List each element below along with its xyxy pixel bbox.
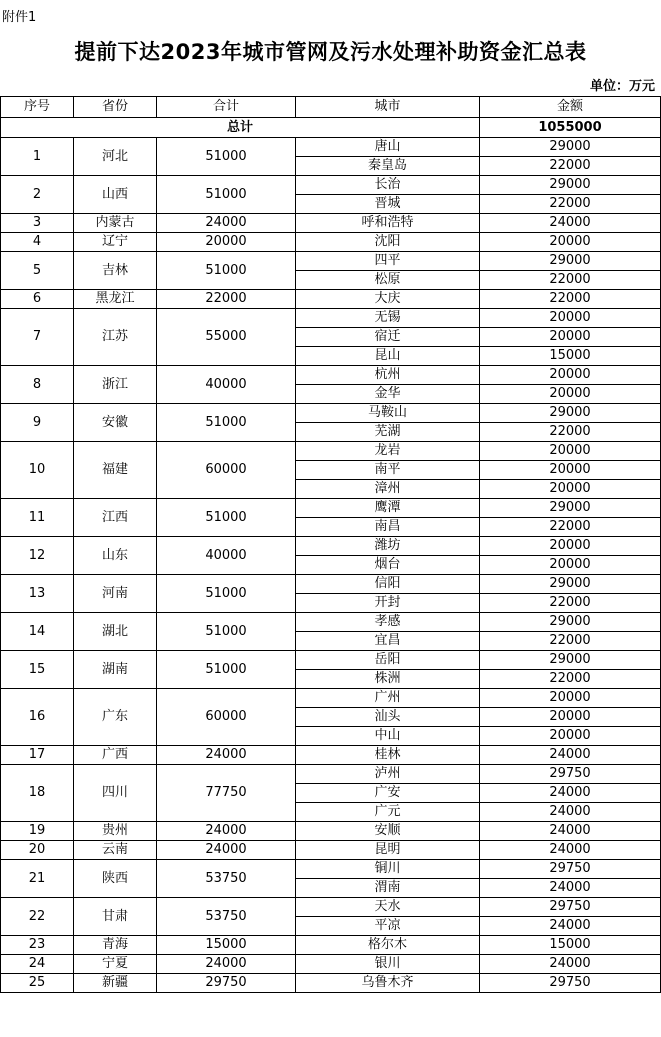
row-number: 11 xyxy=(1,499,74,537)
city-name: 无锡 xyxy=(296,309,480,328)
province-subtotal: 15000 xyxy=(157,936,296,955)
province-name: 陕西 xyxy=(74,860,157,898)
province-name: 湖北 xyxy=(74,613,157,651)
row-number: 18 xyxy=(1,765,74,822)
city-name: 广安 xyxy=(296,784,480,803)
province-name: 黑龙江 xyxy=(74,290,157,309)
city-amount: 29750 xyxy=(480,974,661,993)
province-subtotal: 29750 xyxy=(157,974,296,993)
province-name: 贵州 xyxy=(74,822,157,841)
province-subtotal: 51000 xyxy=(157,575,296,613)
row-number: 12 xyxy=(1,537,74,575)
province-name: 山东 xyxy=(74,537,157,575)
province-name: 河北 xyxy=(74,138,157,176)
city-name: 南平 xyxy=(296,461,480,480)
city-amount: 24000 xyxy=(480,822,661,841)
city-amount: 29000 xyxy=(480,252,661,271)
row-number: 13 xyxy=(1,575,74,613)
table-row xyxy=(1,214,661,233)
province-name: 浙江 xyxy=(74,366,157,404)
province-subtotal: 51000 xyxy=(157,138,296,176)
city-name: 株洲 xyxy=(296,670,480,689)
province-name: 安徽 xyxy=(74,404,157,442)
table-row xyxy=(1,442,661,461)
row-number: 22 xyxy=(1,898,74,936)
city-name: 格尔木 xyxy=(296,936,480,955)
table-row xyxy=(1,936,661,955)
city-amount: 22000 xyxy=(480,594,661,613)
city-amount: 20000 xyxy=(480,708,661,727)
table-row xyxy=(1,974,661,993)
table-row xyxy=(1,841,661,860)
row-number: 6 xyxy=(1,290,74,309)
table-row xyxy=(1,613,661,632)
unit-label: 单位：万元 xyxy=(589,79,655,94)
header-province: 省份 xyxy=(74,97,157,118)
table-row xyxy=(1,499,661,518)
city-amount: 22000 xyxy=(480,271,661,290)
city-amount: 24000 xyxy=(480,803,661,822)
row-number: 14 xyxy=(1,613,74,651)
province-name: 新疆 xyxy=(74,974,157,993)
city-name: 秦皇岛 xyxy=(296,157,480,176)
city-name: 岳阳 xyxy=(296,651,480,670)
city-name: 铜川 xyxy=(296,860,480,879)
province-name: 福建 xyxy=(74,442,157,499)
city-amount: 22000 xyxy=(480,157,661,176)
header-no: 序号 xyxy=(1,97,74,118)
city-amount: 20000 xyxy=(480,366,661,385)
total-amount: 1055000 xyxy=(480,118,661,138)
province-name: 河南 xyxy=(74,575,157,613)
city-amount: 24000 xyxy=(480,917,661,936)
city-name: 南昌 xyxy=(296,518,480,537)
city-name: 沈阳 xyxy=(296,233,480,252)
city-name: 昆明 xyxy=(296,841,480,860)
row-number: 2 xyxy=(1,176,74,214)
city-amount: 15000 xyxy=(480,347,661,366)
city-name: 广州 xyxy=(296,689,480,708)
province-name: 湖南 xyxy=(74,651,157,689)
attachment-label: 附件1 xyxy=(2,10,37,25)
province-subtotal: 60000 xyxy=(157,689,296,746)
row-number: 7 xyxy=(1,309,74,366)
header-amount: 金额 xyxy=(480,97,661,118)
city-amount: 24000 xyxy=(480,784,661,803)
province-name: 山西 xyxy=(74,176,157,214)
row-number: 1 xyxy=(1,138,74,176)
table-row xyxy=(1,252,661,271)
city-name: 汕头 xyxy=(296,708,480,727)
city-name: 开封 xyxy=(296,594,480,613)
table-row xyxy=(1,176,661,195)
province-subtotal: 24000 xyxy=(157,841,296,860)
table-row xyxy=(1,575,661,594)
city-amount: 20000 xyxy=(480,442,661,461)
city-name: 四平 xyxy=(296,252,480,271)
row-number: 5 xyxy=(1,252,74,290)
city-amount: 29000 xyxy=(480,613,661,632)
province-name: 广西 xyxy=(74,746,157,765)
city-amount: 29000 xyxy=(480,575,661,594)
table-row xyxy=(1,404,661,423)
city-amount: 20000 xyxy=(480,537,661,556)
city-name: 烟台 xyxy=(296,556,480,575)
city-amount: 24000 xyxy=(480,746,661,765)
city-amount: 24000 xyxy=(480,214,661,233)
province-subtotal: 24000 xyxy=(157,822,296,841)
row-number: 23 xyxy=(1,936,74,955)
province-subtotal: 22000 xyxy=(157,290,296,309)
city-amount: 29750 xyxy=(480,898,661,917)
table-row xyxy=(1,537,661,556)
table-row xyxy=(1,138,661,157)
row-number: 24 xyxy=(1,955,74,974)
province-subtotal: 51000 xyxy=(157,499,296,537)
city-name: 天水 xyxy=(296,898,480,917)
province-subtotal: 53750 xyxy=(157,898,296,936)
province-name: 辽宁 xyxy=(74,233,157,252)
city-name: 安顺 xyxy=(296,822,480,841)
city-amount: 24000 xyxy=(480,841,661,860)
province-subtotal: 55000 xyxy=(157,309,296,366)
city-name: 昆山 xyxy=(296,347,480,366)
city-name: 中山 xyxy=(296,727,480,746)
province-name: 四川 xyxy=(74,765,157,822)
city-amount: 20000 xyxy=(480,309,661,328)
city-amount: 29750 xyxy=(480,765,661,784)
province-name: 江苏 xyxy=(74,309,157,366)
row-number: 25 xyxy=(1,974,74,993)
header-city: 城市 xyxy=(296,97,480,118)
city-amount: 29000 xyxy=(480,499,661,518)
row-number: 3 xyxy=(1,214,74,233)
city-name: 金华 xyxy=(296,385,480,404)
city-amount: 22000 xyxy=(480,518,661,537)
province-subtotal: 51000 xyxy=(157,252,296,290)
row-number: 9 xyxy=(1,404,74,442)
table-row xyxy=(1,309,661,328)
city-name: 漳州 xyxy=(296,480,480,499)
city-name: 乌鲁木齐 xyxy=(296,974,480,993)
city-name: 马鞍山 xyxy=(296,404,480,423)
city-amount: 15000 xyxy=(480,936,661,955)
city-name: 杭州 xyxy=(296,366,480,385)
page-title: 提前下达2023年城市管网及污水处理补助资金汇总表 xyxy=(74,40,587,64)
city-name: 鹰潭 xyxy=(296,499,480,518)
city-amount: 22000 xyxy=(480,290,661,309)
province-name: 江西 xyxy=(74,499,157,537)
row-number: 10 xyxy=(1,442,74,499)
table-row xyxy=(1,746,661,765)
row-number: 4 xyxy=(1,233,74,252)
table-row xyxy=(1,955,661,974)
province-subtotal: 40000 xyxy=(157,366,296,404)
city-amount: 29000 xyxy=(480,176,661,195)
city-name: 广元 xyxy=(296,803,480,822)
city-name: 桂林 xyxy=(296,746,480,765)
row-number: 19 xyxy=(1,822,74,841)
table-row xyxy=(1,233,661,252)
subsidy-summary-table xyxy=(0,96,661,993)
city-name: 泸州 xyxy=(296,765,480,784)
city-name: 呼和浩特 xyxy=(296,214,480,233)
table-row xyxy=(1,898,661,917)
province-subtotal: 24000 xyxy=(157,746,296,765)
table-row xyxy=(1,651,661,670)
city-name: 银川 xyxy=(296,955,480,974)
row-number: 17 xyxy=(1,746,74,765)
city-name: 芜湖 xyxy=(296,423,480,442)
province-subtotal: 51000 xyxy=(157,613,296,651)
city-name: 长治 xyxy=(296,176,480,195)
table-row xyxy=(1,822,661,841)
table-row xyxy=(1,765,661,784)
city-amount: 29750 xyxy=(480,860,661,879)
province-subtotal: 20000 xyxy=(157,233,296,252)
table-row xyxy=(1,366,661,385)
province-name: 云南 xyxy=(74,841,157,860)
city-name: 潍坊 xyxy=(296,537,480,556)
city-amount: 20000 xyxy=(480,727,661,746)
city-amount: 20000 xyxy=(480,480,661,499)
row-number: 21 xyxy=(1,860,74,898)
city-amount: 22000 xyxy=(480,423,661,442)
table-body xyxy=(1,118,661,993)
city-amount: 20000 xyxy=(480,689,661,708)
city-amount: 22000 xyxy=(480,195,661,214)
city-amount: 29000 xyxy=(480,138,661,157)
province-subtotal: 51000 xyxy=(157,176,296,214)
city-amount: 29000 xyxy=(480,651,661,670)
city-amount: 22000 xyxy=(480,670,661,689)
province-subtotal: 40000 xyxy=(157,537,296,575)
city-name: 信阳 xyxy=(296,575,480,594)
province-subtotal: 60000 xyxy=(157,442,296,499)
city-name: 龙岩 xyxy=(296,442,480,461)
city-amount: 20000 xyxy=(480,385,661,404)
province-subtotal: 24000 xyxy=(157,214,296,233)
city-name: 松原 xyxy=(296,271,480,290)
table-row xyxy=(1,860,661,879)
province-subtotal: 24000 xyxy=(157,955,296,974)
province-subtotal: 53750 xyxy=(157,860,296,898)
table-row xyxy=(1,290,661,309)
city-name: 宿迁 xyxy=(296,328,480,347)
province-subtotal: 51000 xyxy=(157,404,296,442)
province-name: 吉林 xyxy=(74,252,157,290)
city-amount: 24000 xyxy=(480,879,661,898)
city-amount: 20000 xyxy=(480,556,661,575)
city-amount: 24000 xyxy=(480,955,661,974)
province-name: 甘肃 xyxy=(74,898,157,936)
total-label: 总计 xyxy=(1,118,480,138)
city-name: 唐山 xyxy=(296,138,480,157)
city-name: 大庆 xyxy=(296,290,480,309)
table-row xyxy=(1,689,661,708)
city-name: 平凉 xyxy=(296,917,480,936)
city-amount: 29000 xyxy=(480,404,661,423)
city-amount: 20000 xyxy=(480,461,661,480)
city-name: 渭南 xyxy=(296,879,480,898)
province-subtotal: 77750 xyxy=(157,765,296,822)
province-name: 广东 xyxy=(74,689,157,746)
row-number: 15 xyxy=(1,651,74,689)
city-amount: 20000 xyxy=(480,233,661,252)
header-subtotal: 合计 xyxy=(157,97,296,118)
province-name: 青海 xyxy=(74,936,157,955)
province-name: 内蒙古 xyxy=(74,214,157,233)
row-number: 8 xyxy=(1,366,74,404)
table-header-row xyxy=(1,97,661,118)
city-name: 晋城 xyxy=(296,195,480,214)
city-amount: 20000 xyxy=(480,328,661,347)
city-name: 孝感 xyxy=(296,613,480,632)
province-name: 宁夏 xyxy=(74,955,157,974)
total-row xyxy=(1,118,661,138)
province-subtotal: 51000 xyxy=(157,651,296,689)
row-number: 16 xyxy=(1,689,74,746)
city-amount: 22000 xyxy=(480,632,661,651)
city-name: 宜昌 xyxy=(296,632,480,651)
row-number: 20 xyxy=(1,841,74,860)
